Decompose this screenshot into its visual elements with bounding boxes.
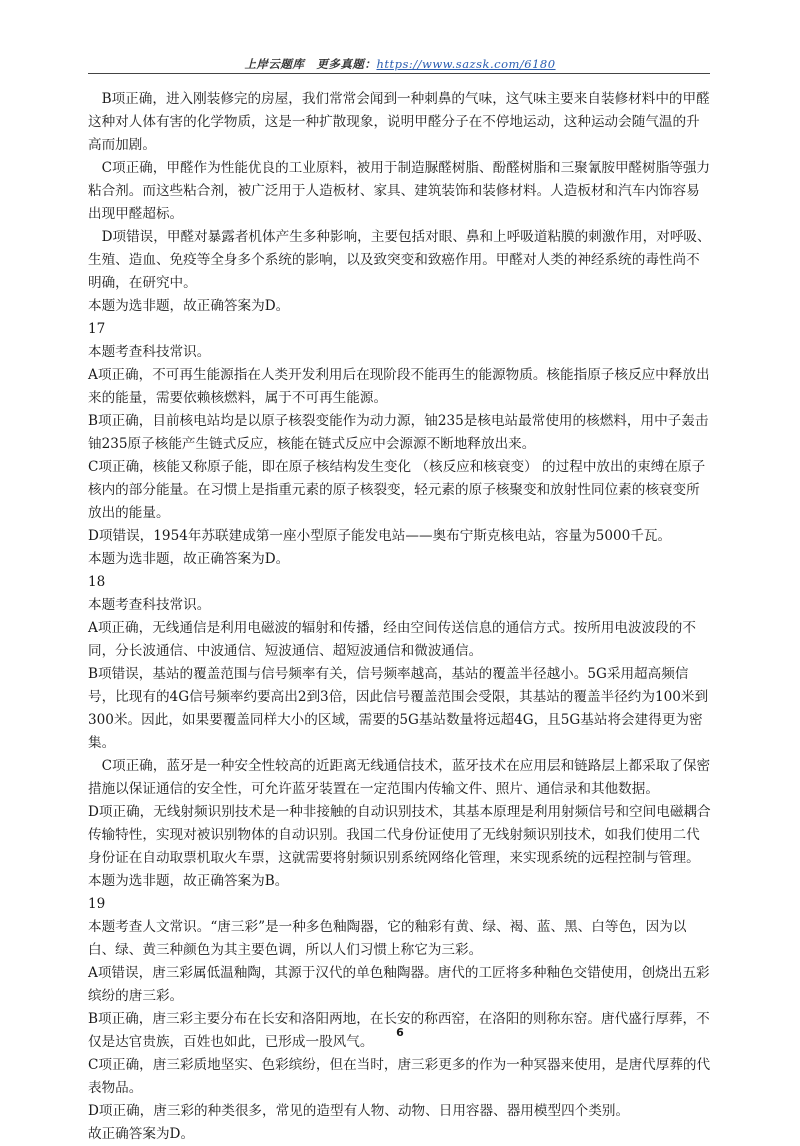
paragraph: A项正确，不可再生能源指在人类开发利用后在现阶段不能再生的能源物质。核能指原子核反应中释放出来的能量，需要依赖核燃料，属于不可再生能源。 (88, 367, 710, 406)
paragraph: A项错误，唐三彩属低温釉陶，其源于汉代的单色釉陶器。唐代的工匠将多种釉色交错使用，创烧出五彩缤纷的唐三彩。 (88, 965, 710, 1004)
paragraph: D项正确，唐三彩的种类很多，常见的造型有人物、动物、日用容器、器用模型四个类别。 (88, 1103, 630, 1119)
paragraph: C项正确，蓝牙是一种安全性较高的近距离无线通信技术，蓝牙技术在应用层和链路层上都采取了保密措施以保证通信的安全性，可允许蓝牙装置在一定范围内传输文件、照片、通信录和其他数据。 (88, 758, 711, 797)
paragraph: C项正确，唐三彩质地坚实、色彩缤纷，但在当时，唐三彩更多的作为一种冥器来使用，是唐代厚葬的代表物品。 (88, 1057, 711, 1096)
header-url-label: 更多真题： (316, 57, 377, 71)
paragraph: D项正确，无线射频识别技术是一种非接触的自动识别技术，其基本原理是利用射频信号和空间电磁耦合传输特性，实现对被识别物体的自动识别。我国二代身份证使用了无线射频识别技术，如我们使用二代身份证在自动取票机取火车票，这就需要将射频识别系统网络化管理，来实现系统的远程控制与管理。 (88, 804, 711, 866)
page-number: 6 (396, 1026, 404, 1039)
paragraph: B项正确，唐三彩主要分布在长安和洛阳两地，在长安的称西窑，在洛阳的则称东窑。唐代盛行厚葬，不仅是达官贵族，百姓也如此，已形成一股风气。 (88, 1011, 710, 1050)
paragraph: D项错误，1954年苏联建成第一座小型原子能发电站——奥布宁斯克核电站，容量为5000千瓦。 (88, 528, 672, 544)
answer-line: 故正确答案为D。 (88, 1126, 195, 1142)
paragraph: C项正确，核能又称原子能，即在原子核结构发生变化 （核反应和核衰变） 的过程中放出的束缚在原子核内的部分能量。在习惯上是指重元素的原子核裂变，轻元素的原子核聚变和放射性同位素的核衰变所放出的能量。 (88, 459, 706, 521)
answer-line: 本题为选非题，故正确答案为D。 (88, 298, 290, 314)
paragraph: A项正确，无线通信是利用电磁波的辐射和传播，经由空间传送信息的通信方式。按所用电波波段的不同，分长波通信、中波通信、短波通信、超短波通信和微波通信。 (88, 620, 696, 659)
header-brand: 上岸云题库 (244, 57, 305, 71)
paragraph: B项正确，进入刚装修完的房屋，我们常常会闻到一种刺鼻的气味，这气味主要来自装修材料中的甲醛这种对人体有害的化学物质，这是一种扩散现象，说明甲醛分子在不停地运动，这种运动会随气温的升高而加剧。 (88, 91, 710, 153)
document-body (88, 88, 712, 1146)
question-number: 19 (88, 896, 106, 912)
question-number: 18 (88, 574, 106, 590)
paragraph: B项正确，目前核电站均是以原子核裂变能作为动力源，铀235是核电站最常使用的核燃料，用中子轰击铀235原子核能产生链式反应，核能在链式反应中会源源不断地释放出来。 (88, 413, 709, 452)
page-header (0, 56, 800, 72)
topic-line: 本题考查科技常识。 (88, 344, 211, 360)
answer-line: 本题为选非题，故正确答案为B。 (88, 873, 289, 889)
answer-line: 本题为选非题，故正确答案为D。 (88, 551, 290, 567)
paragraph: B项错误，基站的覆盖范围与信号频率有关，信号频率越高，基站的覆盖半径越小。5G采用超高频信号，比现有的4G信号频率约要高出2到3倍，因此信号覆盖范围会受限，其基站的覆盖半径约为100米到300米。因此，如果要覆盖同样大小的区域，需要的5G基站数量将远超4G，且5G基站将会建得更为密集。 (88, 666, 709, 751)
header-divider (88, 73, 710, 74)
question-number: 17 (88, 321, 106, 337)
topic-line: 本题考查科技常识。 (88, 597, 211, 613)
paragraph: C项正确，甲醛作为性能优良的工业原料，被用于制造脲醛树脂、酚醛树脂和三聚氰胺甲醛树脂等强力粘合剂。而这些粘合剂，被广泛用于人造板材、家具、建筑装饰和装修材料。人造板材和汽车内饰容易出现甲醛超标。 (88, 160, 711, 222)
paragraph: D项错误，甲醛对暴露者机体产生多种影响，主要包括对眼、鼻和上呼吸道粘膜的刺激作用，对呼吸、生殖、造血、免疫等全身多个系统的影响，以及致突变和致癌作用。甲醛对人类的神经系统的毒性尚不明确，在研究中。 (88, 229, 711, 291)
header-url-link[interactable]: https://www.sazsk.com/6180 (376, 57, 556, 71)
paragraph: 本题考查人文常识。“唐三彩”是一种多色釉陶器，它的釉彩有黄、绿、褐、蓝、黑、白等色，因为以白、绿、黄三种颜色为其主要色调，所以人们习惯上称它为三彩。 (88, 919, 687, 958)
